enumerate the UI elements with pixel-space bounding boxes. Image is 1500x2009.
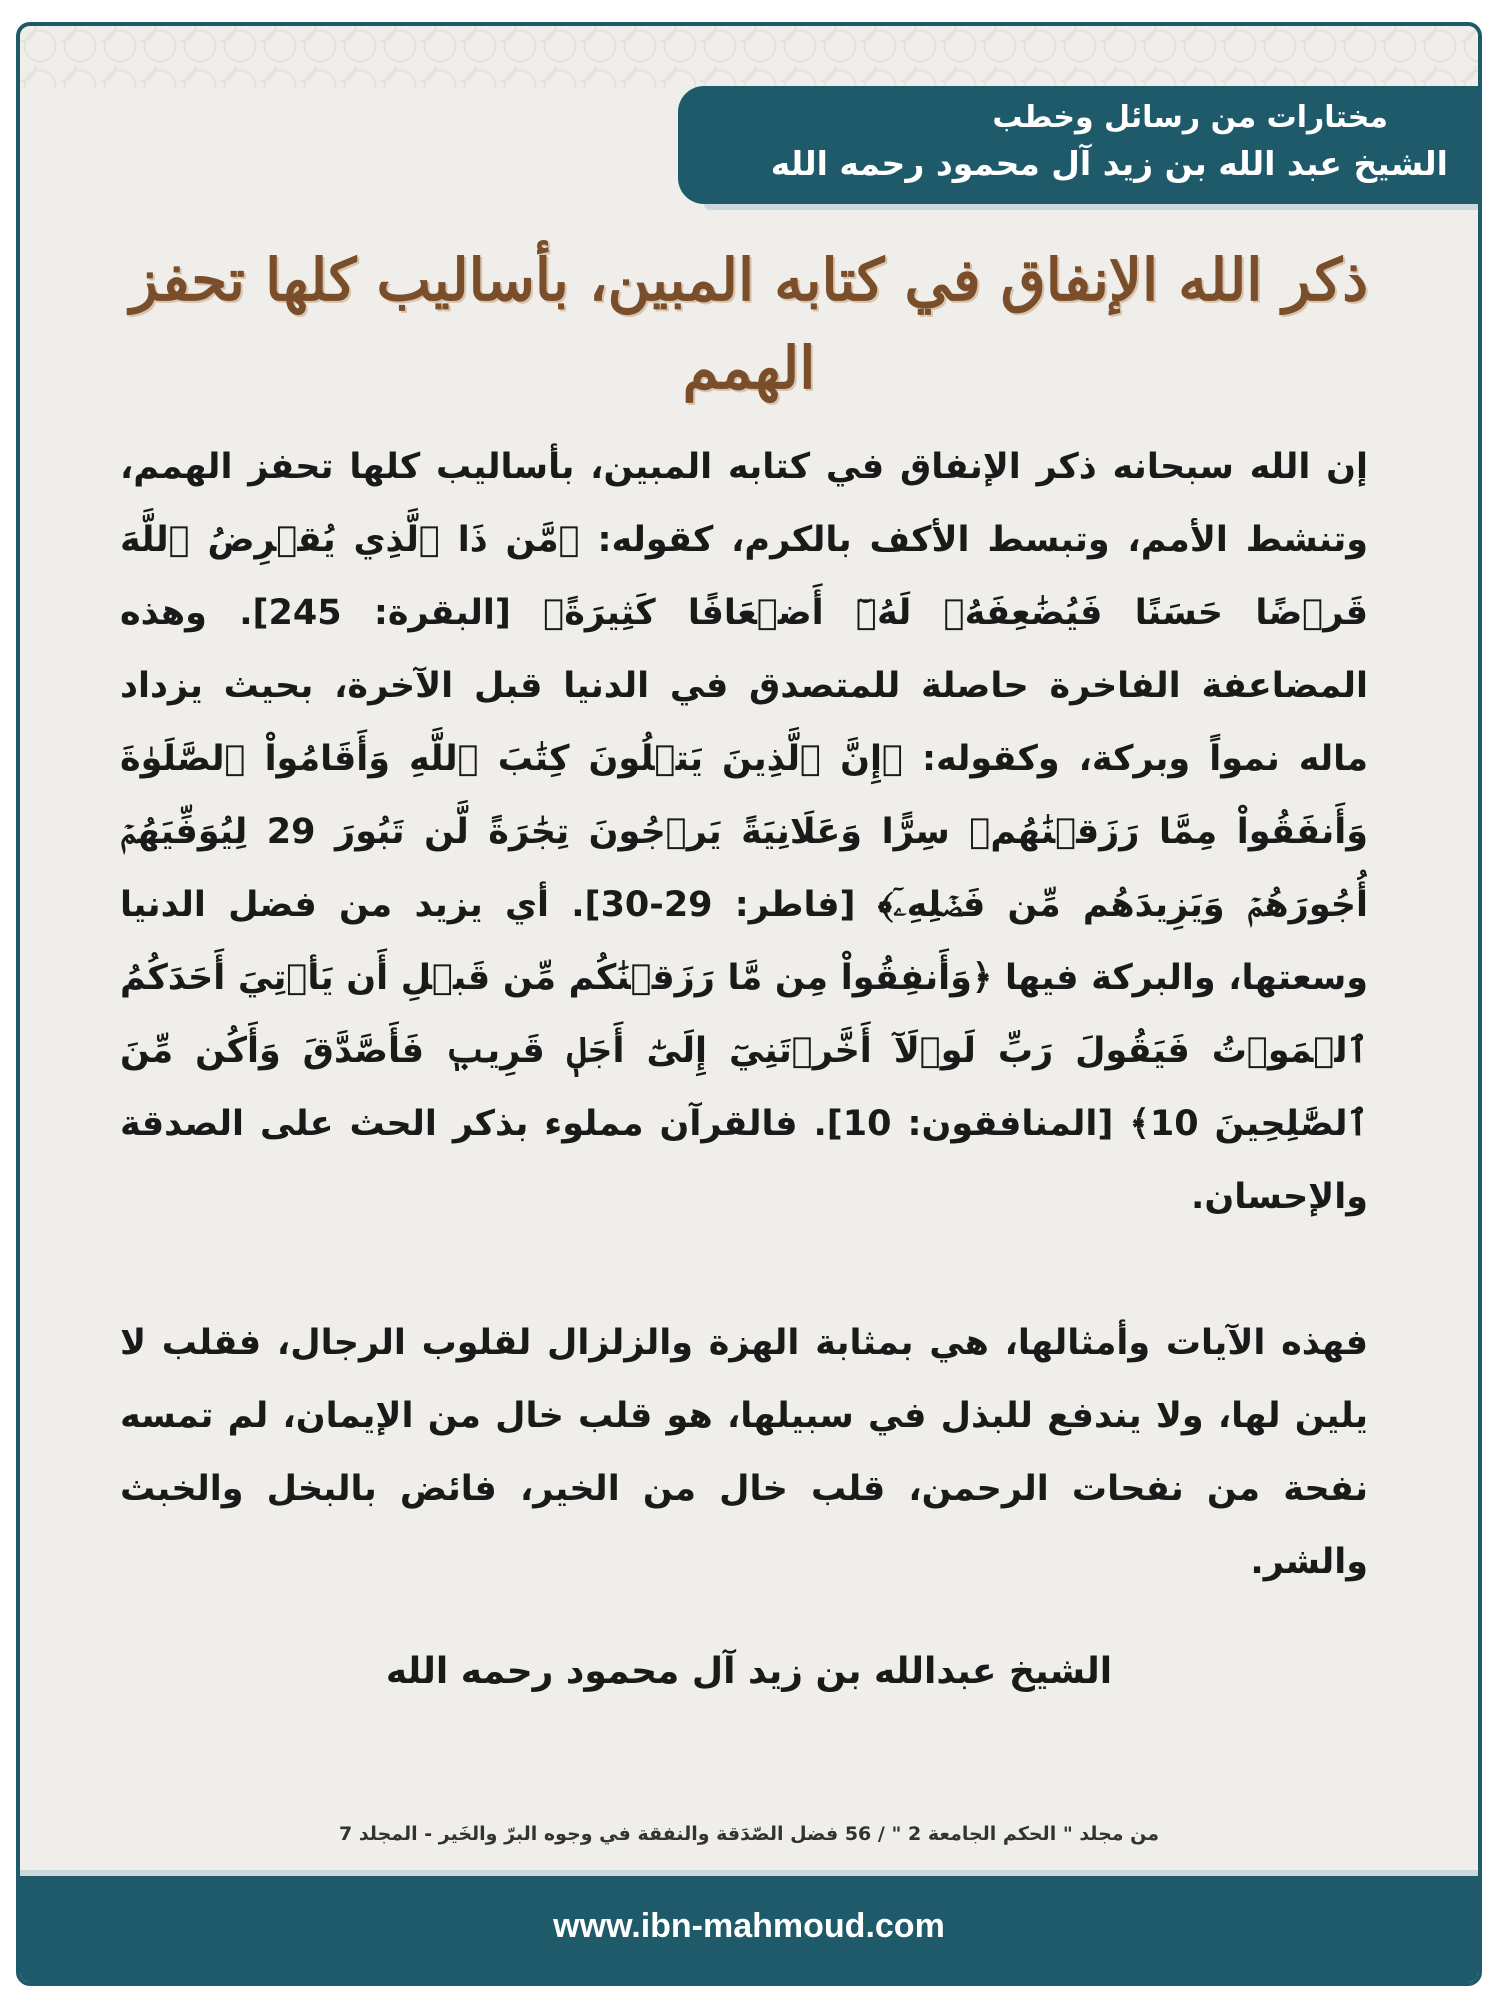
header-series-title: مختارات من رسائل وخطب: [992, 100, 1388, 135]
author-signature: الشيخ عبدالله بن زيد آل محمود رحمه الله: [385, 1651, 1113, 1692]
footer-banner: [20, 1870, 1478, 1982]
page-frame: [16, 22, 1482, 1986]
header-banner: [678, 86, 1478, 204]
article-body: [120, 431, 1368, 1672]
header-author-name: الشيخ عبد الله بن زيد آل محمود رحمه الله: [770, 144, 1448, 183]
source-citation: من مجلد " الحكم الجامعة 2 " / 56 فضل الصّدَقة والنفقة في وجوه البرّ والخَير - المجلد 7: [338, 1823, 1159, 1845]
paragraph-1: إن الله سبحانه ذكر الإنفاق في كتابه المبين، بأساليب كلها تحفز الهمم، وتنشط الأمم، وتبسط الأكف بالكرم، كقوله: ﴿مَّن ذَا ٱلَّذِي يُقۡرِضُ ٱللَّهَ قَرۡضًا حَسَنًا فَيُضَٰعِفَهُۥ لَهُۥٓ أَضۡعَافًا كَثِيرَةً﴾ [البقرة: 245]. وهذه المضاعفة الفاخرة حاصلة للمتصدق في الدنيا قبل الآخرة، بحيث يزداد ماله نمواً وبركة، وكقوله: ﴿إِنَّ ٱلَّذِينَ يَتۡلُونَ كِتَٰبَ ٱللَّهِ وَأَقَامُواْ ٱلصَّلَوٰةَ وَأَنفَقُواْ مِمَّا رَزَقۡنَٰهُمۡ سِرًّا وَعَلَانِيَةً يَرۡجُونَ تِجَٰرَةً لَّن تَبُورَ 29 لِيُوَفِّيَهُمۡ أُجُورَهُمۡ وَيَزِيدَهُم مِّن فَضۡلِهِۦٓ﴾ [فاطر: 29-30]. أي يزيد من فضل الدنيا وسعتها، والبركة فيها ﴿وَأَنفِقُواْ مِن مَّا رَزَقۡنَٰكُم مِّن قَبۡلِ أَن يَأۡتِيَ أَحَدَكُمُ ٱلۡمَوۡتُ فَيَقُولَ رَبِّ لَوۡلَآ أَخَّرۡتَنِيٓ إِلَىٰٓ أَجَلٖ قَرِيبٖ فَأَصَّدَّقَ وَأَكُن مِّنَ ٱلصَّٰلِحِينَ 10﴾ [المنافقون: 10]. فالقرآن مملوء بذكر الحث على الصدقة والإحسان.: [120, 447, 1368, 1217]
article-title: ذكر الله الإنفاق في كتابه المبين، بأساليب كلها تحفز الهمم: [129, 246, 1369, 402]
website-link[interactable]: www.ibn-mahmoud.com: [553, 1907, 945, 1945]
decorative-pattern: [20, 26, 1478, 88]
paragraph-2: فهذه الآيات وأمثالها، هي بمثابة الهزة والزلزال لقلوب الرجال، فقلب لا يلين لها، ولا يندفع للبذل في سبيلها، هو قلب خال من الإيمان، لم تمسه نفحة من نفحات الرحمن، قلب خال من الخير، فائض بالبخل والخبث والشر.: [120, 1323, 1368, 1582]
